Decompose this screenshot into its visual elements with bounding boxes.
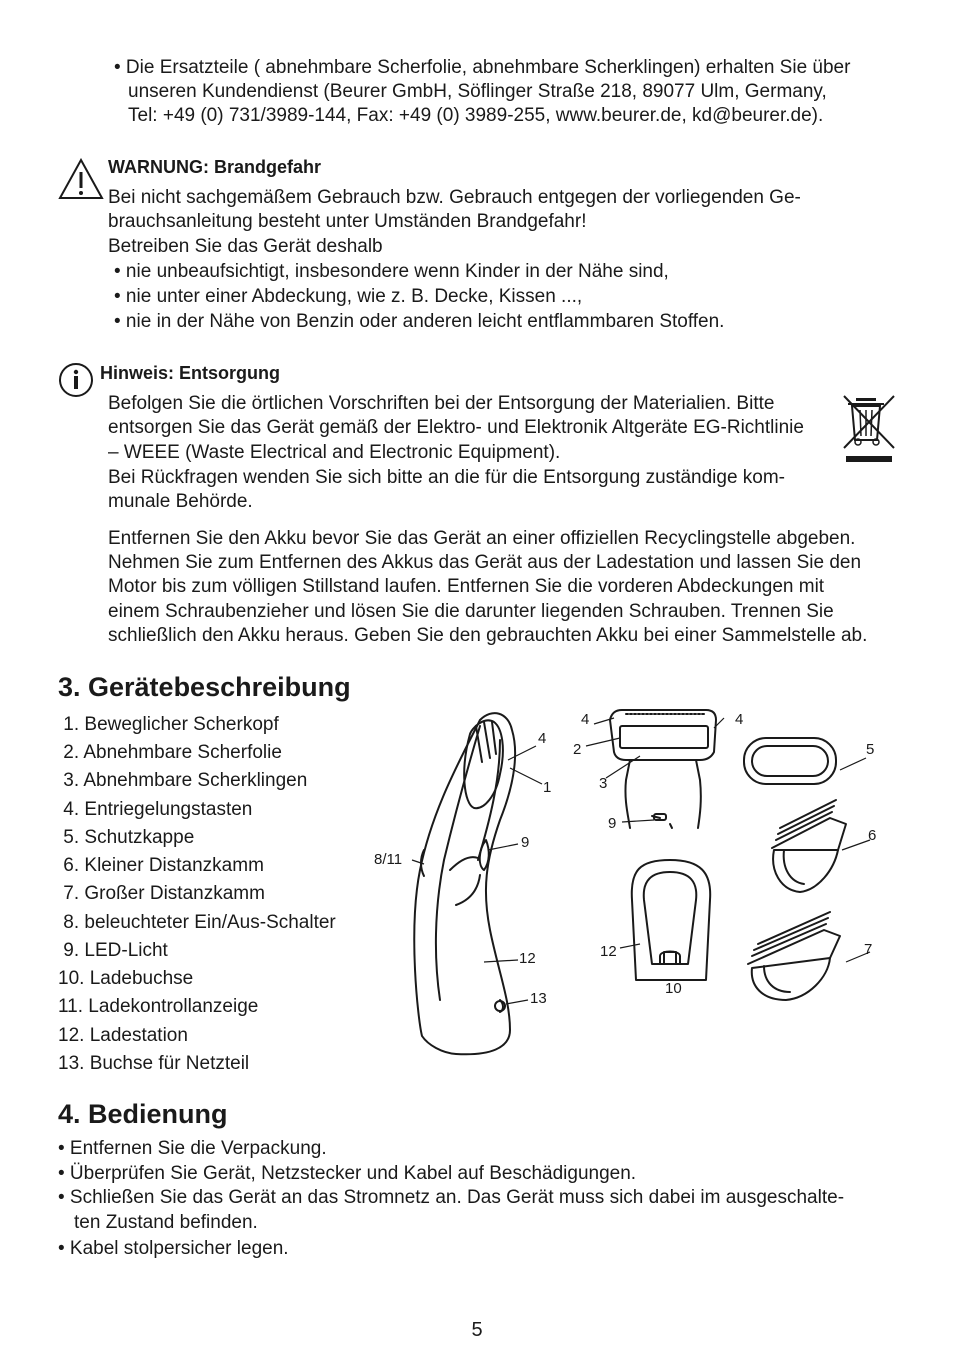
text-line: • Die Ersatzteile ( abnehmbare Scherfolie, abnehmbare Scherklingen) erhalten Sie über [114, 57, 851, 78]
figure-label: 6 [868, 827, 877, 844]
figure-label: 5 [866, 741, 875, 758]
figure-label: 4 [538, 730, 547, 747]
section-heading: 3. Gerätebeschreibung [58, 672, 351, 702]
text-line: Bei nicht sachgemäßem Gebrauch bzw. Gebrauch entgegen der vorliegenden Ge- [108, 187, 801, 208]
list-item: • nie unbeaufsichtigt, insbesondere wenn Kinder in der Nähe sind, [114, 261, 669, 282]
list-item: 10. Ladebuchse [58, 968, 194, 989]
warning-title: WARNUNG: Brandgefahr [108, 157, 322, 177]
text-line: Befolgen Sie die örtlichen Vorschriften bei der Entsorgung der Materialien. Bitte [108, 393, 775, 414]
warning-triangle-icon [58, 158, 104, 200]
list-item: 5. Schutzkappe [58, 827, 195, 848]
text-line: brauchsanleitung besteht unter Umständen Brandgefahr! [108, 211, 587, 232]
info-circle-icon [58, 362, 94, 398]
figure-label: 9 [521, 834, 530, 851]
list-item: 3. Abnehmbare Scherklingen [58, 770, 308, 791]
list-item: • nie unter einer Abdeckung, wie z. B. Decke, Kissen ..., [114, 286, 583, 307]
text-line: Tel: +49 (0) 731/3989-144, Fax: +49 (0) 3989-255, www.beurer.de, kd@beurer.de). [128, 105, 824, 126]
figure-label: 12 [600, 943, 617, 960]
figure-label: 13 [530, 990, 547, 1007]
list-item: • Schließen Sie das Gerät an das Stromnetz an. Das Gerät muss sich dabei im ausgeschalte- [58, 1187, 845, 1208]
device-drawing [360, 700, 910, 1070]
list-item: 6. Kleiner Distanzkamm [58, 855, 264, 876]
text-line: entsorgen Sie das Gerät gemäß der Elektro- und Elektronik Altgeräte EG-Richtlinie [108, 417, 804, 438]
text-line: munale Behörde. [108, 491, 253, 512]
figure-label: 9 [608, 815, 617, 832]
section-heading: 4. Bedienung [58, 1099, 228, 1129]
list-item: 9. LED-Licht [58, 940, 168, 961]
list-item: 8. beleuchteter Ein/Aus-Schalter [58, 912, 336, 933]
text-line: Motor bis zum völligen Stillstand laufen. Entfernen Sie die vorderen Abdeckungen mit [108, 576, 825, 597]
text-line: einem Schraubenzieher und lösen Sie die darunter liegenden Schrauben. Trennen Sie [108, 601, 834, 622]
figure-label: 4 [735, 711, 744, 728]
figure-label: 4 [581, 711, 590, 728]
list-item: 12. Ladestation [58, 1025, 188, 1046]
crossed-out-bin-icon [840, 392, 898, 464]
list-item: 4. Entriegelungstasten [58, 799, 253, 820]
text-line: Bei Rückfragen wenden Sie sich bitte an die für die Entsorgung zuständige kom- [108, 467, 786, 488]
text-line: Nehmen Sie zum Entfernen des Akkus das Gerät aus der Ladestation und lassen Sie den [108, 552, 862, 573]
text-line: Entfernen Sie den Akku bevor Sie das Gerät an einer offiziellen Recyclingstelle abgeben. [108, 528, 856, 549]
list-item: 2. Abnehmbare Scherfolie [58, 742, 282, 763]
list-item: ten Zustand befinden. [74, 1212, 258, 1233]
figure-label: 8/11 [374, 851, 403, 868]
list-item: • Entfernen Sie die Verpackung. [58, 1138, 327, 1159]
text-line: – WEEE (Waste Electrical and Electronic Equipment). [108, 442, 561, 463]
figure-label: 3 [599, 775, 608, 792]
list-item: • Kabel stolpersicher legen. [58, 1238, 289, 1259]
text-line: unseren Kundendienst (Beurer GmbH, Söflinger Straße 218, 89077 Ulm, Germany, [128, 81, 827, 102]
list-item: 1. Beweglicher Scherkopf [58, 714, 279, 735]
list-item: • nie in der Nähe von Benzin oder anderen leicht entflammbaren Stoffen. [114, 311, 725, 332]
page-number: 5 [471, 1319, 483, 1341]
figure-label: 10 [665, 980, 682, 997]
figure-label: 12 [519, 950, 536, 967]
disposal-title: Hinweis: Entsorgung [100, 363, 280, 383]
list-item: 13. Buchse für Netzteil [58, 1053, 250, 1074]
text-line: Betreiben Sie das Gerät deshalb [108, 236, 383, 257]
figure-label: 7 [864, 941, 873, 958]
text-line: schließlich den Akku heraus. Geben Sie den gebrauchten Akku bei einer Sammelstelle ab. [108, 625, 868, 646]
list-item: • Überprüfen Sie Gerät, Netzstecker und Kabel auf Beschädigungen. [58, 1163, 637, 1184]
figure-label: 2 [573, 741, 582, 758]
list-item: 11. Ladekontrollanzeige [58, 996, 259, 1017]
list-item: 7. Großer Distanzkamm [58, 883, 265, 904]
figure-label: 1 [543, 779, 552, 796]
